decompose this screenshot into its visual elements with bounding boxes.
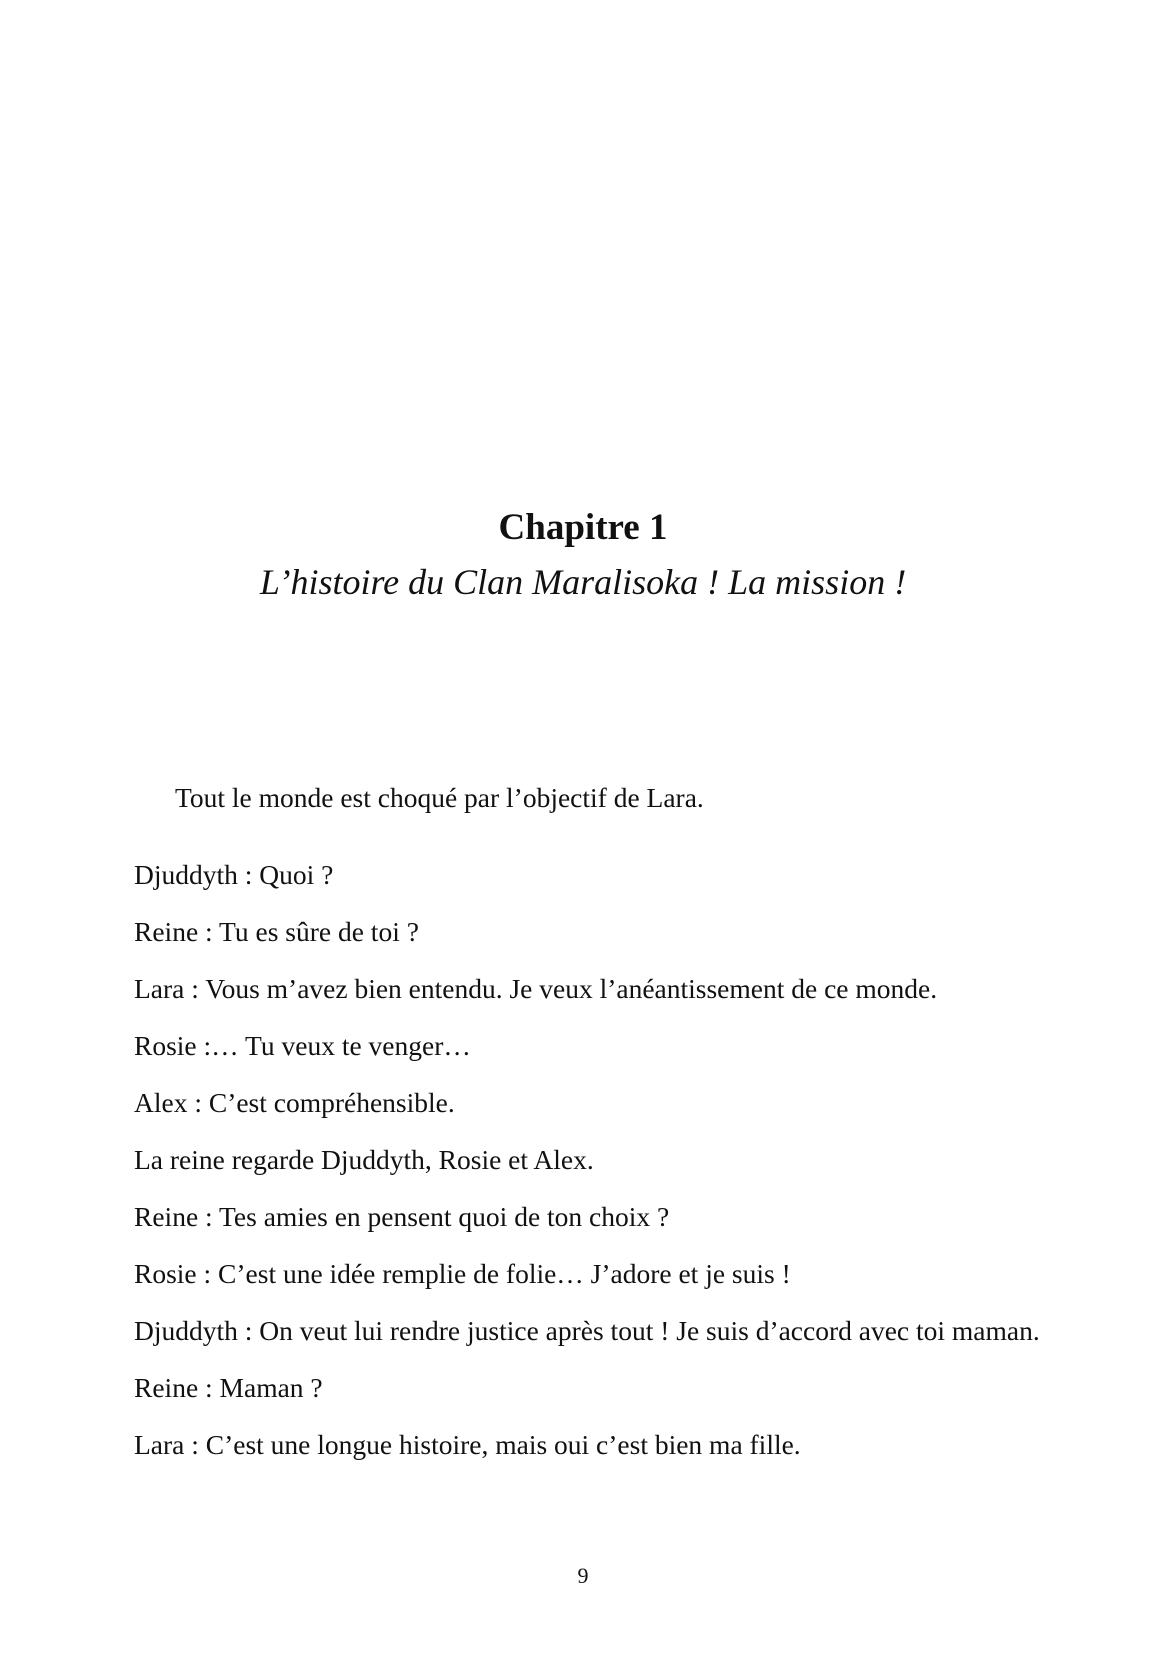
dialogue-line: Djuddyth : On veut lui rendre justice après tout ! Je suis d’accord avec toi maman. xyxy=(134,1315,1040,1346)
narration-paragraph: Tout le monde est choqué par l’objectif de Lara. xyxy=(175,782,704,813)
dialogue-line: Rosie :… Tu veux te venger… xyxy=(134,1030,471,1061)
chapter-subtitle: L’histoire du Clan Maralisoka ! La mission ! xyxy=(259,562,907,602)
dialogue-line: Reine : Maman ? xyxy=(134,1372,323,1403)
dialogue-line: Lara : Vous m’avez bien entendu. Je veux l’anéantissement de ce monde. xyxy=(134,973,938,1004)
body-text xyxy=(134,778,1044,1482)
dialogue-line: Reine : Tes amies en pensent quoi de ton choix ? xyxy=(134,1201,670,1232)
dialogue-line: Reine : Tu es sûre de toi ? xyxy=(134,916,419,947)
dialogue-line: Lara : C’est une longue histoire, mais oui c’est bien ma fille. xyxy=(134,1429,801,1460)
chapter-title: Chapitre 1 xyxy=(498,507,668,548)
narration-paragraph: La reine regarde Djuddyth, Rosie et Alex. xyxy=(134,1144,594,1175)
dialogue-line: Rosie : C’est une idée remplie de folie… J’adore et je suis ! xyxy=(134,1258,791,1289)
dialogue-line: Alex : C’est compréhensible. xyxy=(134,1087,455,1118)
page-number: 9 xyxy=(577,1563,589,1588)
dialogue-line: Djuddyth : Quoi ? xyxy=(134,859,334,890)
